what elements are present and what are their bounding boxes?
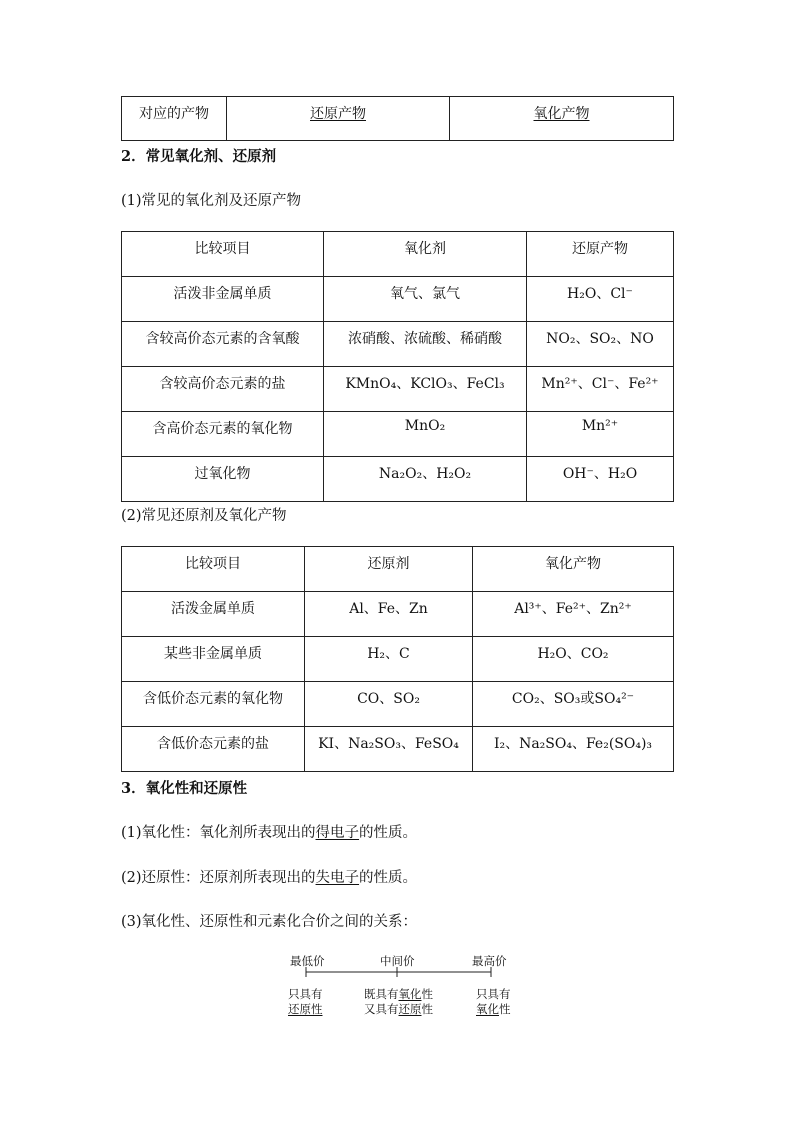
header-cell: 氧化产物	[473, 547, 674, 592]
low-desc-1: 只具有	[288, 987, 323, 1001]
paragraph-oxidizing: (1)氧化性：氧化剂所表现出的得电子的性质。	[121, 825, 418, 841]
paragraph-reducing: (2)还原性：还原剂所表现出的失电子的性质。	[121, 870, 418, 886]
header-cell: 还原产物	[527, 232, 674, 277]
high-desc-1: 只具有	[476, 987, 511, 1001]
agent-cell: KI、Na₂SO₃、FeSO₄	[305, 727, 473, 772]
product-cell: H₂O、CO₂	[473, 637, 674, 682]
item-cell: 含较高价态元素的盐	[122, 367, 324, 412]
section3-title: 3．氧化性和还原性	[121, 780, 248, 797]
table-row	[122, 682, 674, 727]
table-row	[122, 277, 674, 322]
table-row	[122, 592, 674, 637]
section2-title: 2．常见氧化剂、还原剂	[121, 148, 277, 165]
table-row	[122, 637, 674, 682]
table-header-row	[122, 232, 674, 277]
header-cell: 比较项目	[122, 547, 305, 592]
product-cell: Mn²⁺、Cl⁻、Fe²⁺	[527, 367, 674, 412]
item-cell: 含低价态元素的氧化物	[122, 682, 305, 727]
item-cell: 含高价态元素的氧化物	[122, 412, 324, 457]
header-cell: 比较项目	[122, 232, 324, 277]
label-mid: 中间价	[380, 954, 415, 968]
agent-cell: H₂、C	[305, 637, 473, 682]
mid-desc-1: 既具有氧化性	[364, 987, 433, 1001]
product-cell: OH⁻、H₂O	[527, 457, 674, 502]
product-cell: Al³⁺、Fe²⁺、Zn²⁺	[473, 592, 674, 637]
top-table	[121, 96, 674, 141]
agent-cell: 氧气、氯气	[324, 277, 527, 322]
table-row	[122, 367, 674, 412]
header-cell: 还原剂	[305, 547, 473, 592]
top-table-col2: 氧化产物	[450, 97, 674, 141]
product-cell: NO₂、SO₂、NO	[527, 322, 674, 367]
table-row	[122, 322, 674, 367]
label-high: 最高价	[472, 954, 507, 968]
label-low: 最低价	[290, 954, 325, 968]
oxidizers-table	[121, 231, 674, 502]
item-cell: 活泼金属单质	[122, 592, 305, 637]
product-cell: Mn²⁺	[527, 412, 674, 457]
agent-cell: Na₂O₂、H₂O₂	[324, 457, 527, 502]
reducers-table	[121, 546, 674, 772]
item-cell: 含较高价态元素的含氧酸	[122, 322, 324, 367]
oxidizers-heading: (1)常见的氧化剂及还原产物	[121, 193, 302, 209]
item-cell: 过氧化物	[122, 457, 324, 502]
table-header-row	[122, 547, 674, 592]
item-cell: 含低价态元素的盐	[122, 727, 305, 772]
top-table-label: 对应的产物	[122, 97, 227, 141]
header-cell: 氧化剂	[324, 232, 527, 277]
high-desc-2: 氧化性	[476, 1002, 511, 1016]
reducers-heading: (2)常见还原剂及氧化产物	[121, 508, 287, 524]
product-cell: CO₂、SO₃或SO₄²⁻	[473, 682, 674, 727]
agent-cell: MnO₂	[324, 412, 527, 457]
table-row	[122, 727, 674, 772]
table-row	[122, 457, 674, 502]
item-cell: 活泼非金属单质	[122, 277, 324, 322]
table-row	[122, 412, 674, 457]
low-desc-2: 还原性	[288, 1002, 323, 1016]
top-table-col1: 还原产物	[227, 97, 450, 141]
agent-cell: KMnO₄、KClO₃、FeCl₃	[324, 367, 527, 412]
valence-diagram	[280, 948, 540, 1028]
product-cell: H₂O、Cl⁻	[527, 277, 674, 322]
item-cell: 某些非金属单质	[122, 637, 305, 682]
product-cell: I₂、Na₂SO₄、Fe₂(SO₄)₃	[473, 727, 674, 772]
agent-cell: 浓硝酸、浓硫酸、稀硝酸	[324, 322, 527, 367]
paragraph-relation: (3)氧化性、还原性和元素化合价之间的关系：	[121, 914, 418, 930]
mid-desc-2: 又具有还原性	[364, 1002, 433, 1016]
agent-cell: CO、SO₂	[305, 682, 473, 727]
agent-cell: Al、Fe、Zn	[305, 592, 473, 637]
